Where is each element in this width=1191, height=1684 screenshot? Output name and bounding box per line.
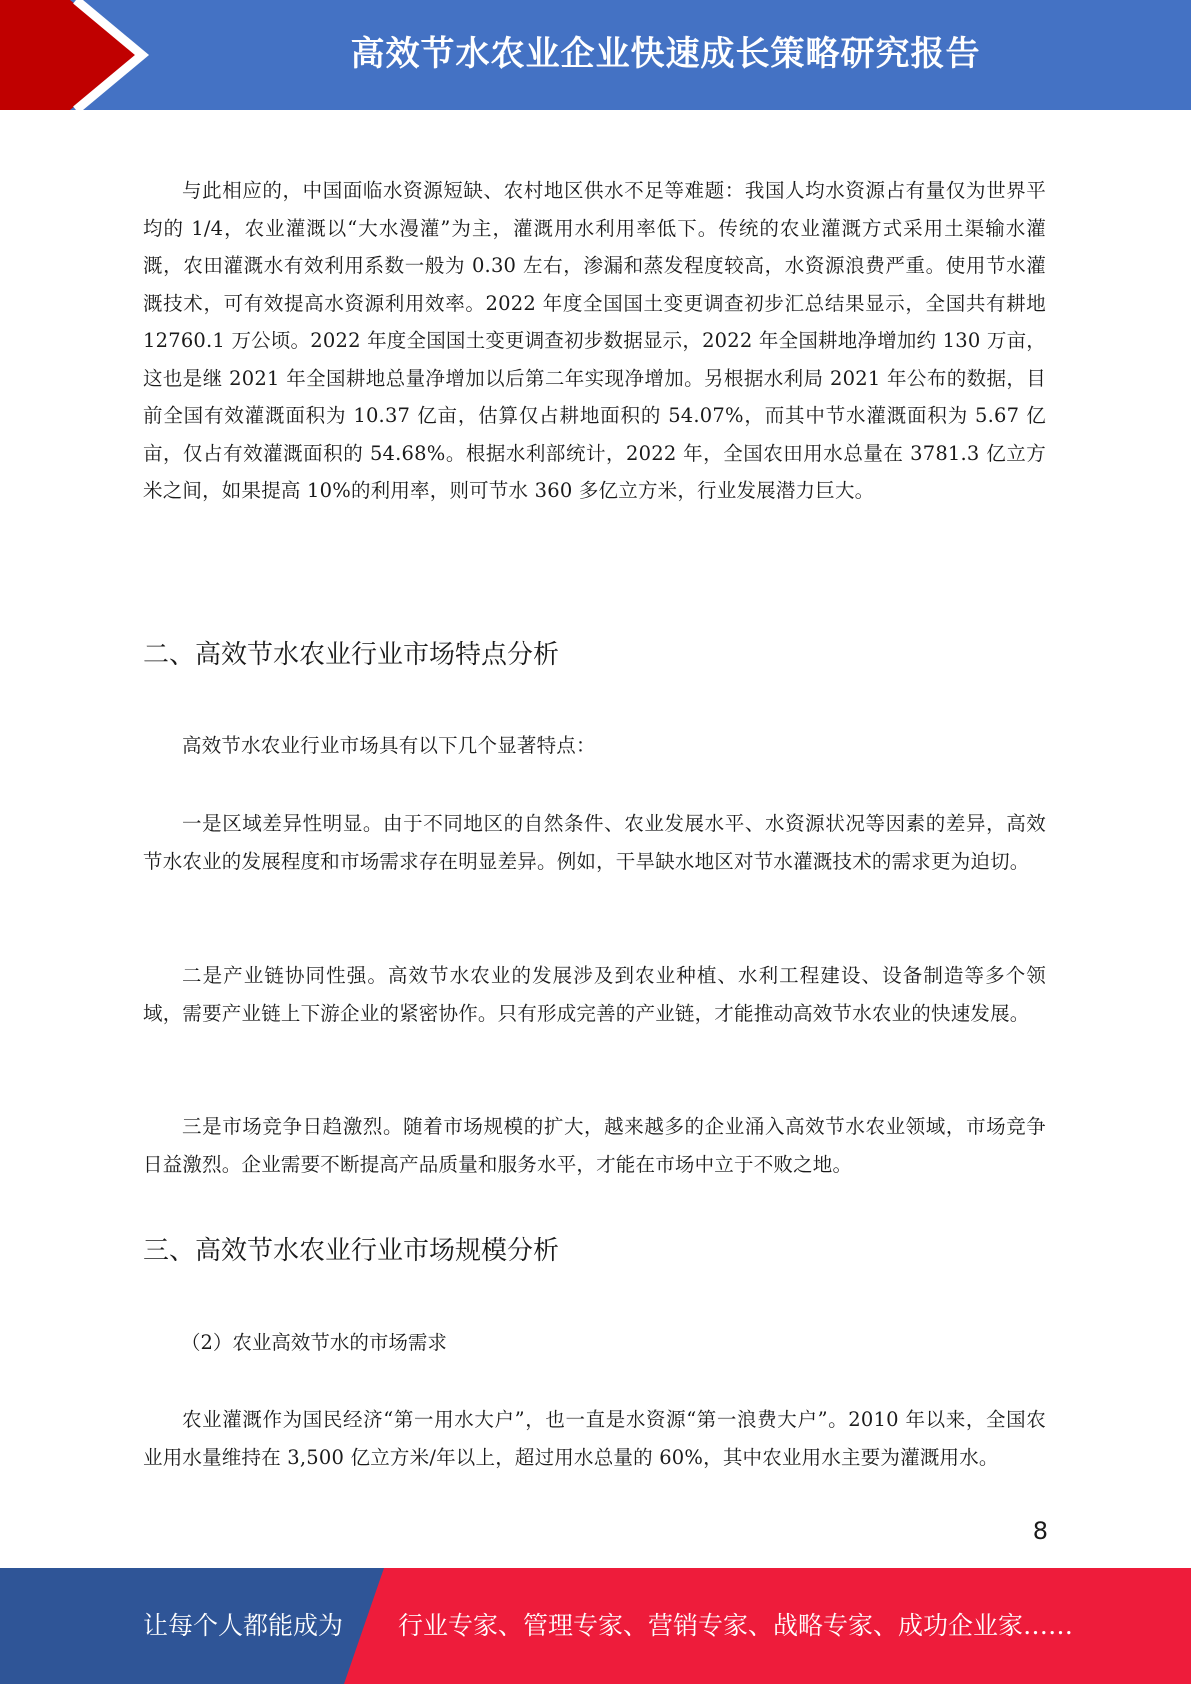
footer-banner xyxy=(0,1568,1191,1684)
report-title: 高效节水农业企业快速成长策略研究报告 xyxy=(350,34,981,74)
body-paragraph-regional-differences: 一是区域差异性明显。由于不同地区的自然条件、农业发展水平、水资源状况等因素的差异，高效节水农业的发展程度和市场需求存在明显差异。例如，干旱缺水地区对节水灌溉技术的需求更为迫切。 xyxy=(143,812,1046,873)
body-paragraph-water-shortage: 与此相应的，中国面临水资源短缺、农村地区供水不足等难题：我国人均水资源占有量仅为世界平均的 1/4，农业灌溉以“大水漫灌”为主，灌溉用水利用率低下。传统的农业灌溉方式采用土渠输水灌溉，农田灌溉水有效利用系数一般为 0.30 左右，渗漏和蒸发程度较高，水资源浪费严重。使用节水灌溉技术，可有效提高水资源利用效率。2022 年度全国国土变更调查初步汇总结果显示，全国共有耕地 12760.1 万公顷。2022 年度全国国土变更调查初步数据显示，2022 年全国耕地净增加约 130 万亩，这也是继 2021 年全国耕地总量净增加以后第二年实现净增加。另根据水利局 2021 年公布的数据，目前全国有效灌溉面积为 10.37 亿亩，估算仅占耕地面积的 54.07%，而其中节水灌溉面积为 5.67 亿亩，仅占有效灌溉面积的 54.68%。根据水利部统计，2022 年，全国农田用水总量在 3781.3 亿立方米之间，如果提高 10%的利用率，则可节水 360 多亿立方米，行业发展潜力巨大。 xyxy=(143,179,1046,502)
footer-slogan-right: 行业专家、管理专家、营销专家、战略专家、成功企业家…… xyxy=(398,1611,1074,1640)
section-heading-market-characteristics: 二、高效节水农业行业市场特点分析 xyxy=(143,640,560,670)
body-paragraph-characteristics-intro: 高效节水农业行业市场具有以下几个显著特点： xyxy=(182,734,596,757)
header-banner xyxy=(0,0,1191,110)
body-paragraph-agricultural-water-use: 农业灌溉作为国民经济“第一用水大户”，也一直是水资源“第一浪费大户”。2010 年以来，全国农业用水量维持在 3,500 亿立方米/年以上，超过用水总量的 60%，其中农业用水主要为灌溉用水。 xyxy=(143,1408,1046,1469)
body-paragraph-competition: 三是市场竞争日趋激烈。随着市场规模的扩大，越来越多的企业涌入高效节水农业领域，市场竞争日益激烈。企业需要不断提高产品质量和服务水平，才能在市场中立于不败之地。 xyxy=(143,1115,1046,1176)
body-paragraph-industry-chain: 二是产业链协同性强。高效节水农业的发展涉及到农业种植、水利工程建设、设备制造等多个领域，需要产业链上下游企业的紧密协作。只有形成完善的产业链，才能推动高效节水农业的快速发展。 xyxy=(143,964,1046,1025)
footer-slogan-left: 让每个人都能成为 xyxy=(143,1611,344,1640)
subsection-heading-market-demand: （2）农业高效节水的市场需求 xyxy=(181,1331,447,1354)
page-number: 8 xyxy=(1032,1517,1048,1545)
header-chevron-decoration xyxy=(0,0,160,110)
section-heading-market-size: 三、高效节水农业行业市场规模分析 xyxy=(143,1236,560,1266)
